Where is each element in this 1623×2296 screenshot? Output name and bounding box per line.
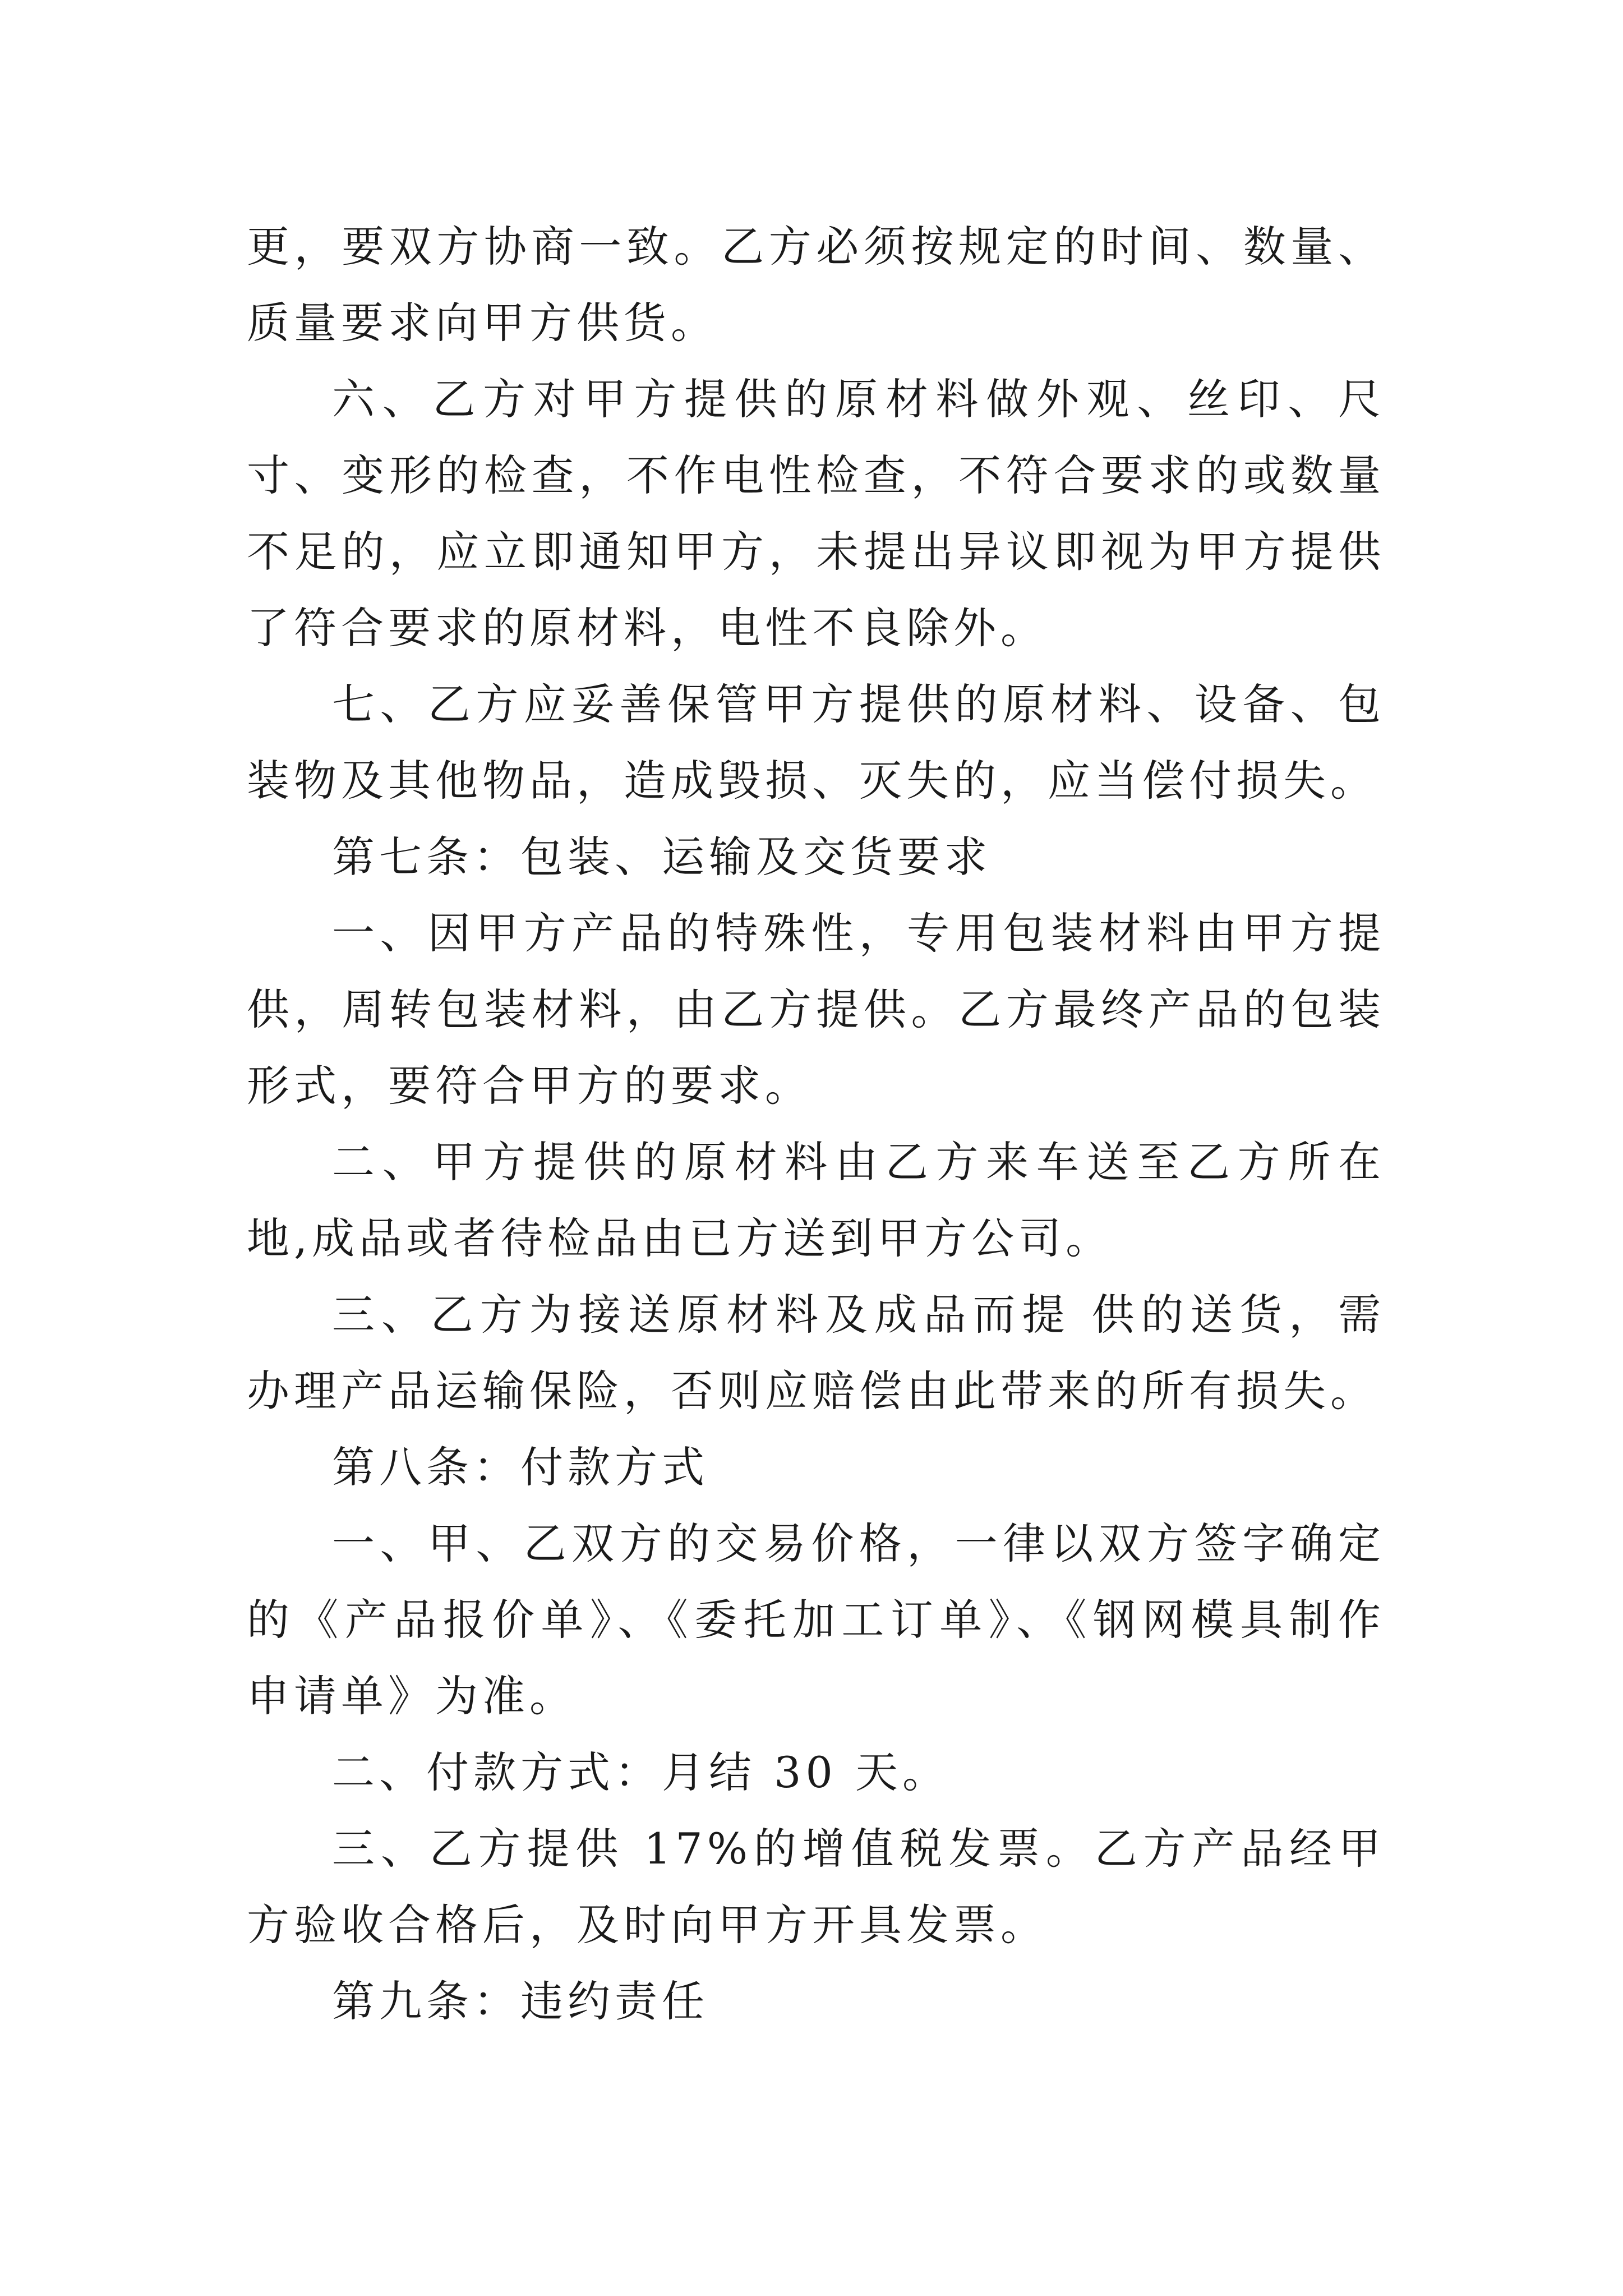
section-heading-article-8: 第八条：付款方式 xyxy=(332,1442,709,1492)
paragraph-continuation: 更，要双方协商一致。乙方必须按规定的时间、数量、质量要求向甲方供货。 xyxy=(247,222,1385,348)
paragraph-article-8-item-2: 二、付款方式：月结 30 天。 xyxy=(332,1747,950,1797)
section-heading-article-7: 第七条：包装、运输及交货要求 xyxy=(332,832,992,882)
paragraph-article-7-item-1: 一、因甲方产品的特殊性，专用包装材料由甲方提供，周转包装材料，由乙方提供。乙方最终产品的包装形式，要符合甲方的要求。 xyxy=(247,908,1385,1111)
paragraph-clause-7: 七、乙方应妥善保管甲方提供的原材料、设备、包装物及其他物品，造成毁损、灭失的，应当偿付损失。 xyxy=(247,679,1385,806)
document-body xyxy=(247,209,1385,2040)
paragraph-article-8-item-1: 一、甲、乙双方的交易价格，一律以双方签字确定的《产品报价单》、《委托加工订单》、《钢网模具制作申请单》为准。 xyxy=(247,1519,1385,1721)
paragraph-article-7-item-3: 三、乙方为接送原材料及成品而提 供的送货，需办理产品运输保险，否则应赔偿由此带来的所有损失。 xyxy=(247,1290,1385,1416)
paragraph-article-8-item-3: 三、乙方提供 17%的增值税发票。乙方产品经甲方验收合格后，及时向甲方开具发票。 xyxy=(247,1824,1385,1950)
paragraph-clause-6: 六、乙方对甲方提供的原材料做外观、丝印、尺寸、变形的检查，不作电性检查，不符合要求的或数量不足的，应立即通知甲方，未提出异议即视为甲方提供了符合要求的原材料，电性不良除外。 xyxy=(247,374,1385,653)
section-heading-article-9: 第九条：违约责任 xyxy=(332,1976,709,2026)
paragraph-article-7-item-2: 二、甲方提供的原材料由乙方来车送至乙方所在地,成品或者待检品由已方送到甲方公司。 xyxy=(247,1137,1385,1263)
